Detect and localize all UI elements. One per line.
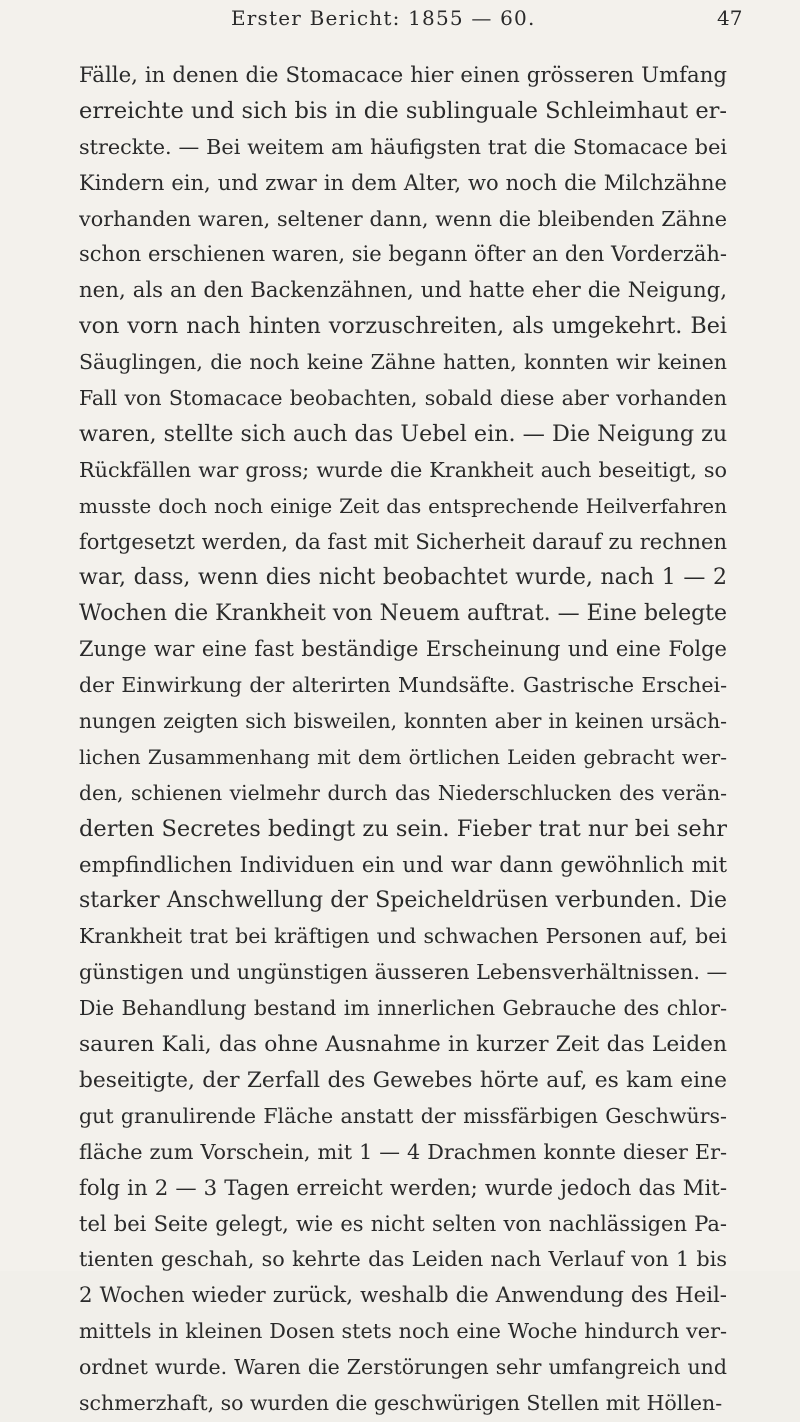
text-line-content: schon erschienen waren, sie begann öfter an den Vorderzäh- [79,242,727,267]
text-line-content: lichen Zusammenhang mit dem örtlichen Leiden gebracht wer- [79,744,727,769]
text-line [79,1278,727,1314]
text-line [79,1027,727,1063]
text-line [79,237,727,273]
text-line [79,309,727,345]
text-line-content: nen, als an den Backenzähnen, und hatte eher die Neigung, [79,278,727,304]
running-title: Erster Bericht: 1855 — 60. [231,6,536,30]
text-line-content: vorhanden waren, seltener dann, wenn die bleibenden Zähne [79,206,727,231]
text-line [79,1386,727,1422]
text-line [79,166,727,202]
text-line [79,417,727,453]
text-line-content: schmerzhaft, so wurden die geschwürigen Stellen mit Höllen- [79,1390,723,1415]
text-line [79,1099,727,1135]
text-line [79,812,727,848]
text-line-content: beseitigte, der Zerfall des Gewebes hörte auf, es kam eine [79,1067,727,1093]
text-line [79,919,727,955]
text-line [79,560,727,596]
text-line [79,668,727,704]
text-line [79,740,727,776]
text-line [79,345,727,381]
text-line-content: erreichte und sich bis in die sublinguale Schleimhaut er- [79,97,727,124]
text-line [79,1350,727,1386]
text-line [79,704,727,740]
text-line-content: gut granulirende Fläche anstatt der missfärbigen Geschwürs- [79,1103,727,1128]
text-line-content: ordnet wurde. Waren die Zerstörungen sehr umfangreich und [79,1355,727,1380]
text-line-content: empfindlichen Individuen ein und war dann gewöhnlich mit [79,852,727,878]
text-line-content: Rückfällen war gross; wurde die Krankheit auch beseitigt, so [79,457,727,482]
text-line-content: tel bei Seite gelegt, wie es nicht selten von nachlässigen Pa- [79,1211,727,1236]
text-line-content: Fälle, in denen die Stomacace hier einen grösseren Umfang [79,63,727,88]
text-line-content: starker Anschwellung der Speicheldrüsen verbunden. Die [79,888,727,914]
text-line [79,1135,727,1171]
text-line [79,381,727,417]
text-line-content: Wochen die Krankheit von Neuem auftrat. — Eine belegte [79,601,727,627]
text-line-content: Die Behandlung bestand im innerlichen Gebrauche des chlor- [79,996,727,1021]
text-line [79,991,727,1027]
text-line-content: fläche zum Vorschein, mit 1 — 4 Drachmen konnte dieser Er- [79,1139,727,1164]
text-line [79,273,727,309]
text-line-content: sauren Kali, das ohne Ausnahme in kurzer Zeit das Leiden [79,1032,727,1058]
text-line-content: war, dass, wenn dies nicht beobachtet wurde, nach 1 — 2 [79,565,727,591]
running-head [0,6,800,36]
text-line-content: fortgesetzt werden, da fast mit Sicherheit darauf zu rechnen [79,529,727,554]
text-line-content: Zunge war eine fast beständige Erscheinung und eine Folge [79,637,727,662]
text-line [79,489,727,525]
text-line [79,94,727,130]
text-line [79,58,727,94]
text-line-content: tienten geschah, so kehrte das Leiden nach Verlauf von 1 bis [79,1247,727,1272]
text-line [79,202,727,238]
text-line-content: von vorn nach hinten vorzuschreiten, als umgekehrt. Bei [79,313,727,340]
text-line-content: streckte. — Bei weitem am häufigsten trat die Stomacace bei [79,134,727,159]
text-line-content: Säuglingen, die noch keine Zähne hatten, konnten wir keinen [79,350,727,375]
text-line [79,1063,727,1099]
text-line [79,453,727,489]
text-line [79,883,727,919]
body-text [79,58,727,1422]
text-line-content: der Einwirkung der alterirten Mundsäfte. Gastrische Erschei- [79,673,727,698]
text-line-content: Fall von Stomacace beobachten, sobald diese aber vorhanden [79,386,727,411]
text-line-content: musste doch noch einige Zeit das entsprechende Heilverfahren [79,493,727,518]
text-line-content: folg in 2 — 3 Tagen erreicht werden; wurde jedoch das Mit- [79,1175,727,1201]
text-line [79,596,727,632]
text-line-content: waren, stellte sich auch das Uebel ein. — Die Neigung zu [79,420,727,447]
text-line [79,1171,727,1207]
page-number: 47 [717,6,743,30]
text-line-content: mittels in kleinen Dosen stets noch eine Woche hindurch ver- [79,1319,727,1344]
text-line [79,1207,727,1243]
text-line-content: nungen zeigten sich bisweilen, konnten aber in keinen ursäch- [79,709,727,734]
text-line [79,632,727,668]
text-line-content: Kindern ein, und zwar in dem Alter, wo noch die Milchzähne [79,170,727,195]
text-line [79,1242,727,1278]
text-line [79,525,727,561]
text-line-content: derten Secretes bedingt zu sein. Fieber trat nur bei sehr [79,815,727,842]
text-line [79,776,727,812]
text-line-content: Krankheit trat bei kräftigen und schwachen Personen auf, bei [79,924,727,949]
text-line [79,1314,727,1350]
text-line-content: 2 Wochen wieder zurück, weshalb die Anwendung des Heil- [79,1283,727,1309]
text-line [79,955,727,991]
text-line-content: den, schienen vielmehr durch das Niederschlucken des verän- [79,780,727,805]
text-line [79,130,727,166]
text-line [79,848,727,884]
text-line-content: günstigen und ungünstigen äusseren Lebensverhältnissen. — [79,960,727,985]
